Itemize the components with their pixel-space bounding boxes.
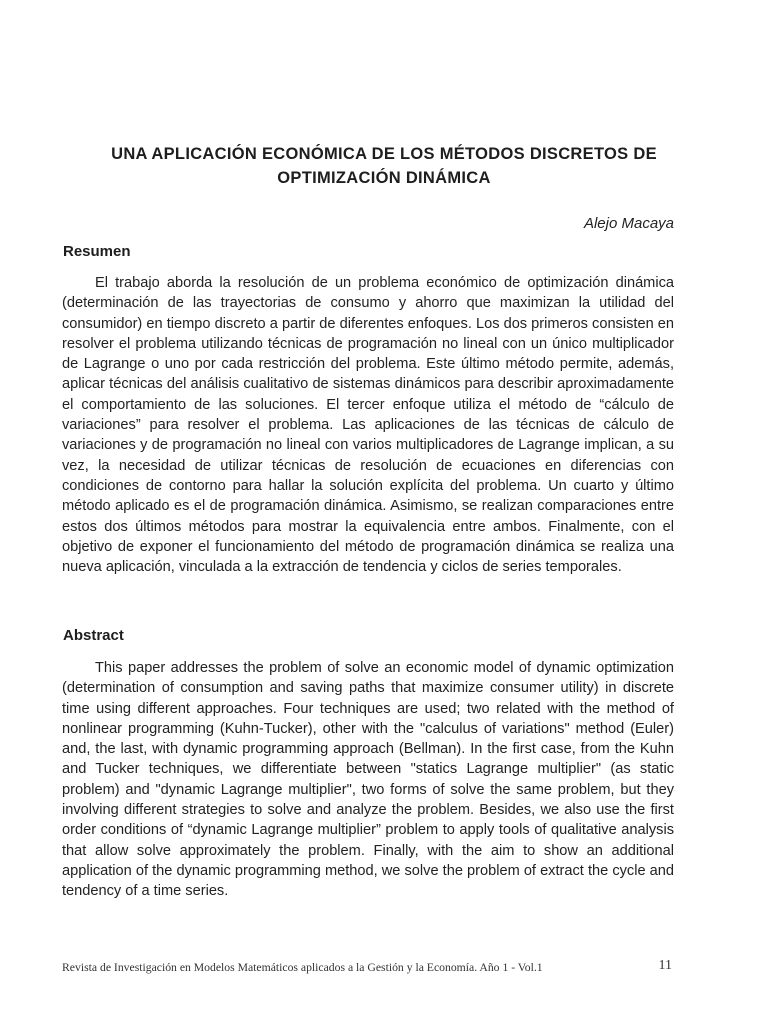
abstract-heading: Abstract xyxy=(63,627,124,644)
abstract-paragraph: This paper addresses the problem of solve an economic model of dynamic optimization (determination of consumption and saving paths that maximize consumer utility) in discrete time using different approaches. Four techniques are used; two related with the method of nonlinear programming (Kuhn-Tucker), other with the "calculus of variations" method (Euler) and, the last, with dynamic programming approach (Bellman). In the first case, from the Kuhn and Tucker techniques, we differentiate between "statics Lagrange multiplier" (as static problem) and "dynamic Lagrange multiplier", two forms of solve the same problem, but they involving different strategies to solve and analyze the problem. Besides, we also use the first order conditions of “dynamic Lagrange multiplier” problem to apply tools of qualitative analysis that allow solve approximately the problem. Finally, with the aim to show an additional application of the dynamic programming method, we solve the problem of extract the cycle and tendency of a time series. xyxy=(62,660,674,900)
paper-title-line-2: OPTIMIZACIÓN DINÁMICA xyxy=(277,169,491,187)
journal-footer: Revista de Investigación en Modelos Matemáticos aplicados a la Gestión y la Economía. Año 1 - Vol.1 xyxy=(62,961,543,974)
author-name: Alejo Macaya xyxy=(583,215,674,232)
resumen-paragraph: El trabajo aborda la resolución de un problema económico de optimización dinámica (determinación de las trayectorias de consumo y ahorro que maximizan la utilidad del consumidor) en tiempo discreto a partir de diferentes enfoques. Los dos primeros consisten en resolver el problema utilizando técnicas de programación no lineal con un único multiplicador de Lagrange o uno por cada restricción del problema. Este último método permite, además, aplicar técnicas del análisis cualitativo de sistemas dinámicos para describir aproximadamente el comportamiento de las soluciones. El tercer enfoque utiliza el método de “cálculo de variaciones” para resolver el problema. Las aplicaciones de las técnicas de cálculo de variaciones y de programación no lineal con varios multiplicadores de Lagrange implican, a su vez, la necesidad de utilizar técnicas de resolución de ecuaciones en diferencias con condiciones de contorno para hallar la solución explícita del problema. Un cuarto y último método aplicado es el de programación dinámica. Asimismo, se realizan comparaciones entre estos dos últimos métodos para mostrar la equivalencia entre ambos. Finalmente, con el objetivo de exponer el funcionamiento del método de programación dinámica se realiza una nueva aplicación, vinculada a la extracción de tendencia y ciclos de series temporales. xyxy=(62,275,674,576)
paper-title xyxy=(40,142,728,190)
paper-title-line-1: UNA APLICACIÓN ECONÓMICA DE LOS MÉTODOS DISCRETOS DE xyxy=(111,145,657,163)
resumen-heading: Resumen xyxy=(63,243,131,260)
page-number: 11 xyxy=(658,958,672,973)
